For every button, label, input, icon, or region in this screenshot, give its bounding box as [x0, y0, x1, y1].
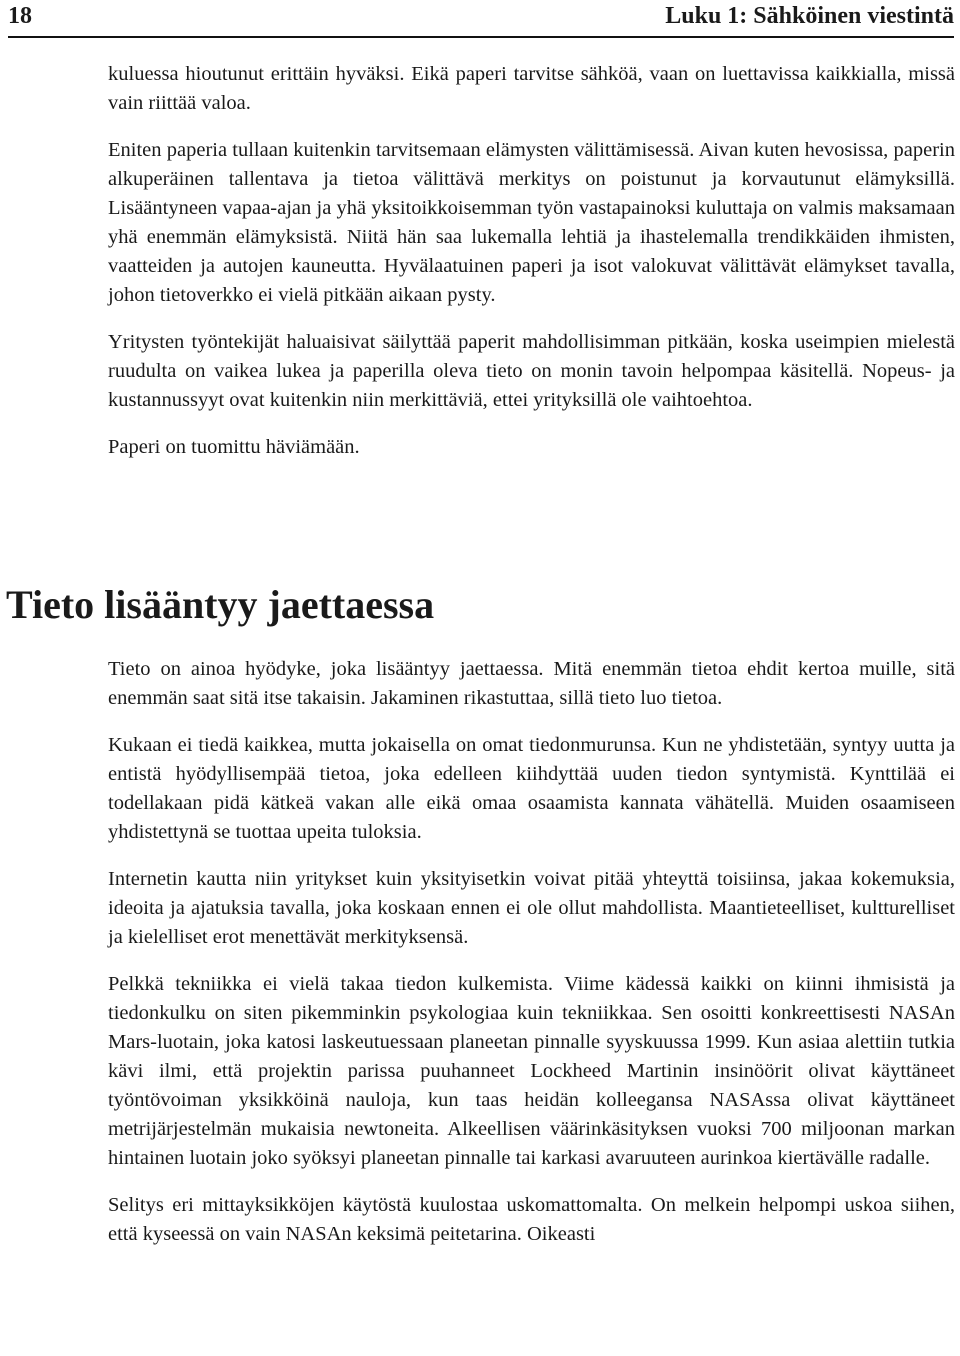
- paragraph: Yritysten työntekijät haluaisivat säilyttää paperit mahdollisimman pitkään, koska useimpien mielestä ruudulta on vaikea lukea ja paperilla oleva tieto on monin tavoin helpompaa käsitellä. Nopeus- ja kustannussyyt ovat kuitenkin niin merkittäviä, ettei yrityksillä ole vaihtoehtoa.: [108, 331, 955, 411]
- paragraph: Paperi on tuomittu häviämään.: [108, 436, 360, 458]
- section-text: [108, 655, 955, 1267]
- intro-text: [108, 60, 955, 480]
- paragraph: kuluessa hioutunut erittäin hyväksi. Eikä paperi tarvitse sähköä, vaan on luettavissa kaikkialla, missä vain riittää valoa.: [108, 63, 955, 114]
- paragraph: Selitys eri mittayksikköjen käytöstä kuulostaa uskomattomalta. On melkein helpompi uskoa siihen, että kyseessä on vain NASAn keksimä peitetarina. Oikeasti: [108, 1194, 955, 1245]
- paragraph: Internetin kautta niin yritykset kuin yksityisetkin voivat pitää yhteyttä toisiinsa, jakaa kokemuksia, ideoita ja ajatuksia tavalla, joka koskaan ennen ei ole ollut mahdollista. Maantieteelliset, kultturelliset ja kielelliset erot menettävät merkityksensä.: [108, 868, 955, 948]
- section-heading: Tieto lisääntyy jaettaessa: [6, 582, 435, 627]
- running-header: [8, 2, 954, 38]
- paragraph: Eniten paperia tullaan kuitenkin tarvitsemaan elämysten välittämisessä. Aivan kuten hevosissa, paperin alkuperäinen tallentava ja tietoa välittävä merkitys on poistunut ja korvautunut elämyksillä. Lisääntyneen vapaa-ajan ja yhä yksitoikkoisemman työn vastapainoksi kuluttaja on valmis maksamaan yhä enemmän elämyksistä. Niitä hän saa lukemalla lehtiä ja ihastelemalla trendikkäiden ihmisten, vaatteiden ja autojen kauneutta. Hyvälaatuinen paperi ja isot valokuvat välittävät elämykset tavalla, johon tietoverkko ei vielä pitkään aikaan pysty.: [108, 139, 955, 306]
- paragraph: Kukaan ei tiedä kaikkea, mutta jokaisella on omat tiedonmurunsa. Kun ne yhdistetään, syntyy uutta ja entistä hyödyllisempää tietoa, joka edelleen kiihdyttää uuden tiedon syntymistä. Kynttilää ei todellakaan pidä kätkeä vakan alle eikä omaa osaamista kannata vähätellä. Muiden osaamiseen yhdistettynä se tuottaa upeita tuloksia.: [108, 734, 955, 843]
- chapter-title: Luku 1: Sähköinen viestintä: [665, 3, 954, 29]
- paragraph: Tieto on ainoa hyödyke, joka lisääntyy jaettaessa. Mitä enemmän tietoa ehdit kertoa muille, sitä enemmän saat sitä itse takaisin. Jakaminen rikastuttaa, sillä tieto luo tietoa.: [108, 658, 955, 709]
- page-number: 18: [8, 3, 32, 29]
- paragraph: Pelkkä tekniikka ei vielä takaa tiedon kulkemista. Viime kädessä kaikki on kiinni ihmisistä ja tiedonkulku on siten pikemminkin psykologiaa kuin tekniikkaa. Sen osoitti konkreettisesti NASAn Mars-luotain, joka katosi laskeutuessaan planeetan pinnalle syyskuussa 1999. Kun asiaa alettiin tutkia kävi ilmi, että projektin parissa puuhanneet Lockheed Martinin insinöörit olivat käyttäneet työntövoiman yksikköinä nauloja, kun taas heidän kolleegansa NASAssa olivat käyttäneet metrijärjestelmän mukaisia newtoneita. Alkeellisen väärinkäsityksen vuoksi 700 miljoonan markan hintainen luotain joko syöksyi planeetan pinnalle tai karkasi avaruuteen aurinkoa kiertävälle radalle.: [108, 973, 955, 1169]
